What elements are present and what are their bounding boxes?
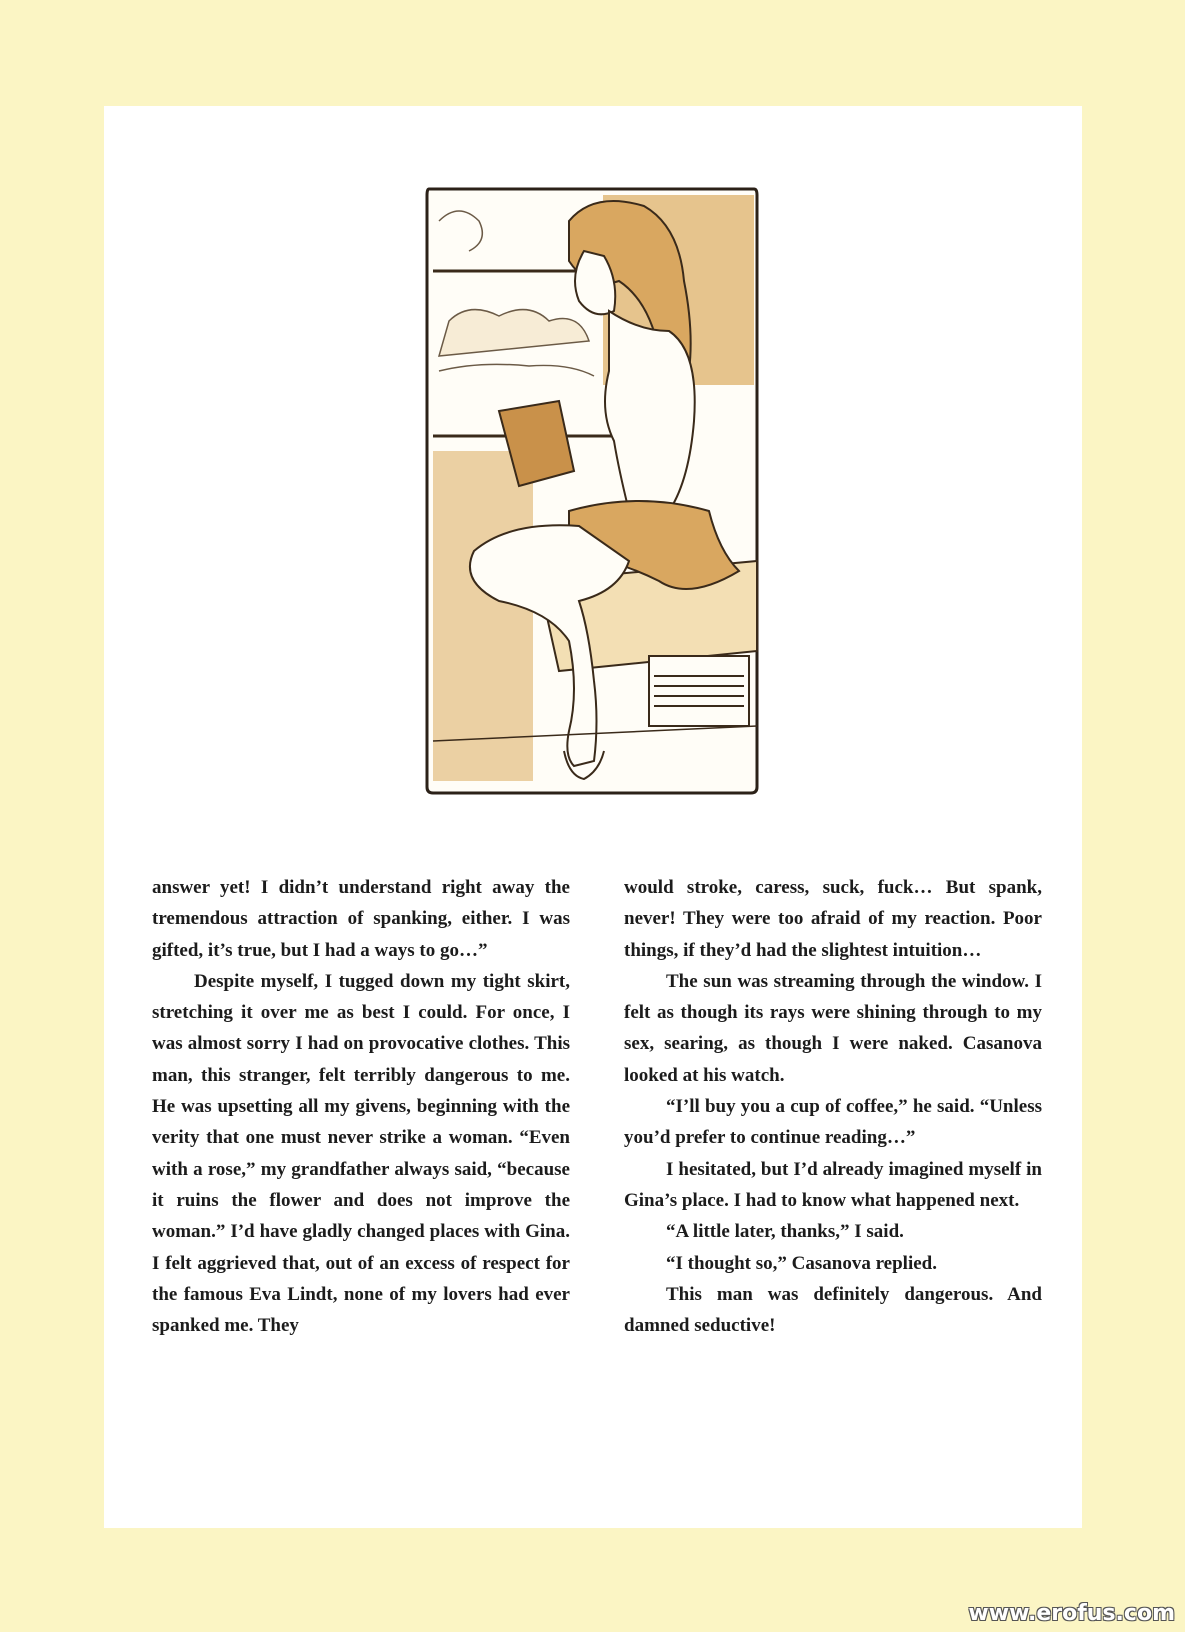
paragraph: “I thought so,” Casanova replied. bbox=[666, 1252, 937, 1274]
paragraph: This man was definitely dangerous. And damned seductive! bbox=[624, 1283, 1042, 1337]
paragraph: answer yet! I didn’t understand right away the tremendous attraction of spanking, either. I was gifted, it’s true, but I had a ways to go…” bbox=[152, 877, 570, 961]
paragraph: Despite myself, I tugged down my tight skirt, stretching it over me as best I could. For once, I was almost sorry I had on provocative clothes. This man, this stranger, felt terribly dangerous to me. He was upsetting all my givens, beginning with the verity that one must never strike a woman. “Even with a rose,” my grandfather always said, “because it ruins the flower and does not improve the woman.” I’d have gladly changed places with Gina. I felt aggrieved that, out of an excess of respect for the famous Eva Lindt, none of my lovers had ever spanked me. They bbox=[152, 970, 570, 1337]
paragraph: I hesitated, but I’d already imagined myself in Gina’s place. I had to know what happened next. bbox=[624, 1158, 1042, 1211]
paragraph: would stroke, caress, suck, fuck… But spank, never! They were too afraid of my reaction. Poor things, if they’d had the slightest intuition… bbox=[624, 877, 1042, 961]
right-text-column bbox=[624, 872, 1042, 1341]
paragraph: The sun was streaming through the window. I felt as though its rays were shining through to my sex, searing, as though I were naked. Casanova looked at his watch. bbox=[624, 970, 1042, 1086]
woman-reading-illustration bbox=[419, 181, 764, 801]
book-page bbox=[104, 106, 1082, 1528]
paragraph: “I’ll buy you a cup of coffee,” he said. “Unless you’d prefer to continue reading…” bbox=[624, 1096, 1042, 1149]
left-text-column bbox=[152, 872, 570, 1341]
paragraph: “A little later, thanks,” I said. bbox=[666, 1221, 904, 1243]
site-watermark: www.erofus.com bbox=[968, 1601, 1175, 1626]
